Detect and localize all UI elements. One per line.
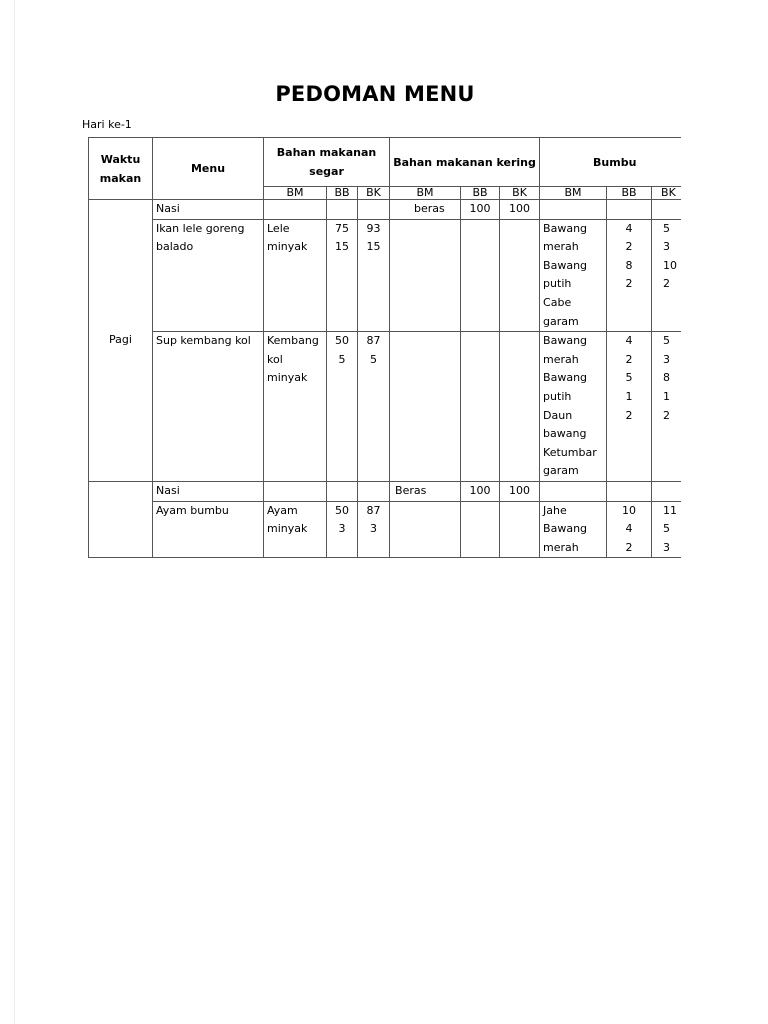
kering-bm-cell: beras [390,200,461,220]
kering-bk-cell: 100 [500,200,540,220]
subcol-segar-bb: BB [327,187,358,200]
bumbu-bk-cell: 5 3 10 2 [652,219,681,332]
kering-bb-cell: 100 [461,200,500,220]
segar-bk-cell: 87 5 [358,332,390,482]
bumbu-bm-cell: Bawang merah Bawang putih Daun bawang Ketumbar garam [540,332,607,482]
menu-cell: Ayam bumbu [153,501,264,558]
kering-bk-cell: 100 [500,481,540,501]
col-bahan-segar: Bahan makanan segar [264,138,390,187]
bumbu-bb-cell: 4 2 8 2 [607,219,652,332]
bumbu-bm-cell: Jahe Bawang merah [540,501,607,558]
menu-cell: Nasi [153,200,264,220]
segar-bm-cell: Kembang kol minyak [264,332,327,482]
waktu-cell-empty [89,481,153,557]
segar-bb-cell: 50 5 [327,332,358,482]
kering-bm-cell: Beras [390,481,461,501]
segar-bk-cell: 93 15 [358,219,390,332]
menu-cell: Ikan lele goreng balado [153,219,264,332]
col-waktu-makan: Waktu makan [89,138,153,200]
menu-table [88,137,681,558]
table-row [89,332,682,482]
subcol-bumbu-bb: BB [607,187,652,200]
menu-cell: Nasi [153,481,264,501]
segar-bk-cell: 87 3 [358,501,390,558]
segar-bb-cell: 50 3 [327,501,358,558]
col-bumbu: Bumbu [540,138,681,187]
table-row [89,200,682,220]
subcol-kering-bk: BK [500,187,540,200]
bumbu-bb-cell: 4 2 5 1 2 [607,332,652,482]
kering-bb-cell: 100 [461,481,500,501]
subcol-bumbu-bm: BM [540,187,607,200]
menu-cell: Sup kembang kol [153,332,264,482]
subcol-bumbu-bk: BK [652,187,681,200]
subcol-kering-bb: BB [461,187,500,200]
page-title: PEDOMAN MENU [275,82,475,106]
subcol-segar-bk: BK [358,187,390,200]
bumbu-bk-cell: 11 5 3 [652,501,681,558]
page-edge [14,0,15,1024]
waktu-cell-pagi: Pagi [89,200,153,482]
segar-bb-cell: 75 15 [327,219,358,332]
segar-bm-cell: Lele minyak [264,219,327,332]
bumbu-bm-cell: Bawang merah Bawang putih Cabe garam [540,219,607,332]
subcol-kering-bm: BM [390,187,461,200]
day-label: Hari ke-1 [82,118,132,131]
menu-table-wrapper [88,137,681,558]
bumbu-bk-cell: 5 3 8 1 2 [652,332,681,482]
table-row [89,481,682,501]
col-menu: Menu [153,138,264,200]
bumbu-bb-cell: 10 4 2 [607,501,652,558]
segar-bm-cell: Ayam minyak [264,501,327,558]
col-bahan-kering: Bahan makanan kering [390,138,540,187]
subcol-segar-bm: BM [264,187,327,200]
table-row [89,219,682,332]
table-row [89,501,682,558]
